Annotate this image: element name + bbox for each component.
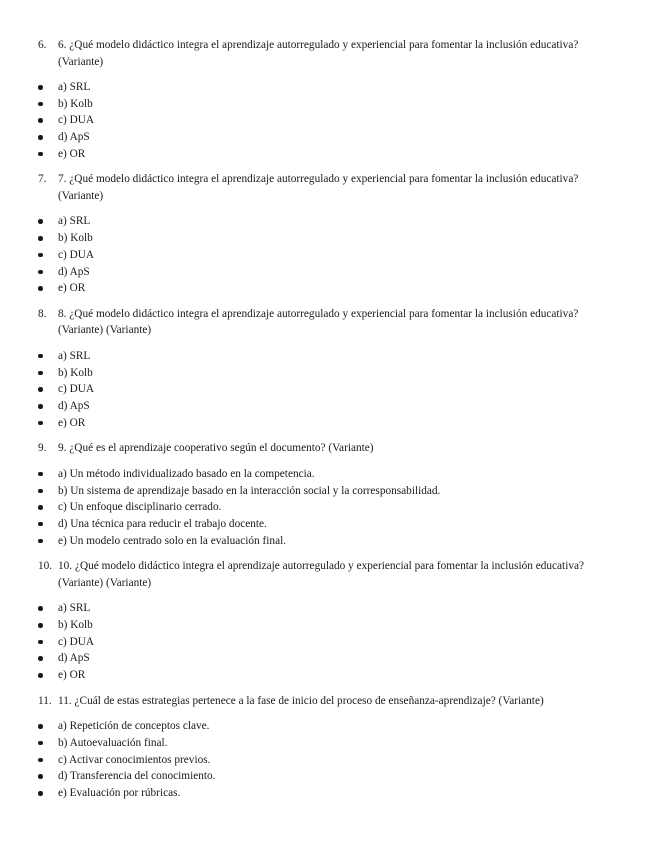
list-item: a) SRL [0, 213, 655, 230]
bullet-icon [38, 623, 43, 628]
bullet-icon [38, 606, 43, 611]
list-item: b) Kolb [0, 617, 655, 634]
bullet-icon [38, 522, 43, 527]
option-list [0, 600, 655, 683]
bullet-icon [38, 539, 43, 544]
list-item: c) DUA [0, 247, 655, 264]
list-item: e) OR [0, 415, 655, 432]
list-item: e) Evaluación por rúbricas. [0, 785, 655, 802]
bullet-icon [38, 371, 43, 376]
question-text: 9. ¿Qué es el aprendizaje cooperativo según el documento? (Variante) [58, 442, 374, 455]
option-list [0, 718, 655, 801]
question-number: 7. [38, 173, 47, 186]
list-item: d) ApS [0, 129, 655, 146]
bullet-icon [38, 472, 43, 477]
question-7 [0, 171, 655, 204]
list-item: d) ApS [0, 264, 655, 281]
bullet-icon [38, 791, 43, 796]
list-item: a) SRL [0, 79, 655, 96]
bullet-icon [38, 640, 43, 645]
bullet-icon [38, 236, 43, 241]
question-number: 9. [38, 442, 47, 455]
question-number: 8. [38, 307, 47, 320]
list-item: b) Un sistema de aprendizaje basado en la interacción social y la corresponsabilidad. [0, 483, 655, 500]
list-item: d) ApS [0, 398, 655, 415]
bullet-icon [38, 489, 43, 494]
list-item: d) ApS [0, 650, 655, 667]
bullet-icon [38, 387, 43, 392]
list-item: a) SRL [0, 600, 655, 617]
bullet-icon [38, 354, 43, 359]
list-item: e) OR [0, 146, 655, 163]
option-list [0, 466, 655, 549]
bullet-icon [38, 404, 43, 409]
question-number: 10. [38, 560, 53, 573]
bullet-icon [38, 774, 43, 779]
question-text: 8. ¿Qué modelo didáctico integra el aprendizaje autorregulado y experiencial para fomentar la inclusión educativa? (Variante) (Variante) [58, 307, 579, 337]
question-number: 11. [38, 694, 52, 707]
list-item: a) SRL [0, 348, 655, 365]
bullet-icon [38, 724, 43, 729]
bullet-icon [38, 85, 43, 90]
question-11 [0, 693, 655, 710]
list-item: d) Una técnica para reducir el trabajo docente. [0, 516, 655, 533]
option-list [0, 79, 655, 162]
bullet-icon [38, 152, 43, 157]
question-10 [0, 558, 655, 591]
question-9 [0, 440, 655, 457]
list-item: c) DUA [0, 381, 655, 398]
bullet-icon [38, 135, 43, 140]
list-item: b) Kolb [0, 365, 655, 382]
option-list [0, 213, 655, 296]
bullet-icon [38, 656, 43, 661]
list-item: b) Kolb [0, 230, 655, 247]
bullet-icon [38, 286, 43, 291]
option-list [0, 348, 655, 431]
bullet-icon [38, 758, 43, 763]
list-item: a) Repetición de conceptos clave. [0, 718, 655, 735]
list-item: e) OR [0, 667, 655, 684]
list-item: c) DUA [0, 634, 655, 651]
bullet-icon [38, 253, 43, 258]
bullet-icon [38, 270, 43, 275]
list-item: e) OR [0, 280, 655, 297]
list-item: c) Un enfoque disciplinario cerrado. [0, 499, 655, 516]
list-item: d) Transferencia del conocimiento. [0, 768, 655, 785]
bullet-icon [38, 673, 43, 678]
question-text: 10. ¿Qué modelo didáctico integra el aprendizaje autorregulado y experiencial para fomentar la inclusión educativa? (Variante) (Variante) [58, 560, 585, 589]
question-text: 11. ¿Cuál de estas estrategias pertenece a la fase de inicio del proceso de enseñanza-aprendizaje? (Variante) [58, 694, 544, 707]
question-text: 6. ¿Qué modelo didáctico integra el aprendizaje autorregulado y experiencial para fomentar la inclusión educativa? (Variante) [58, 39, 579, 68]
bullet-icon [38, 118, 43, 123]
question-text: 7. ¿Qué modelo didáctico integra el aprendizaje autorregulado y experiencial para fomentar la inclusión educativa? (Variante) [58, 173, 579, 202]
question-number: 6. [38, 39, 47, 51]
question-6 [0, 37, 655, 70]
question-8 [0, 306, 655, 339]
bullet-icon [38, 505, 43, 510]
bullet-icon [38, 219, 43, 224]
bullet-icon [38, 741, 43, 746]
list-item: e) Un modelo centrado solo en la evaluación final. [0, 533, 655, 550]
list-item: b) Kolb [0, 96, 655, 113]
bullet-icon [38, 421, 43, 426]
list-item: a) Un método individualizado basado en la competencia. [0, 466, 655, 483]
bullet-icon [38, 102, 43, 107]
list-item: c) Activar conocimientos previos. [0, 752, 655, 769]
list-item: b) Autoevaluación final. [0, 735, 655, 752]
list-item: c) DUA [0, 112, 655, 129]
